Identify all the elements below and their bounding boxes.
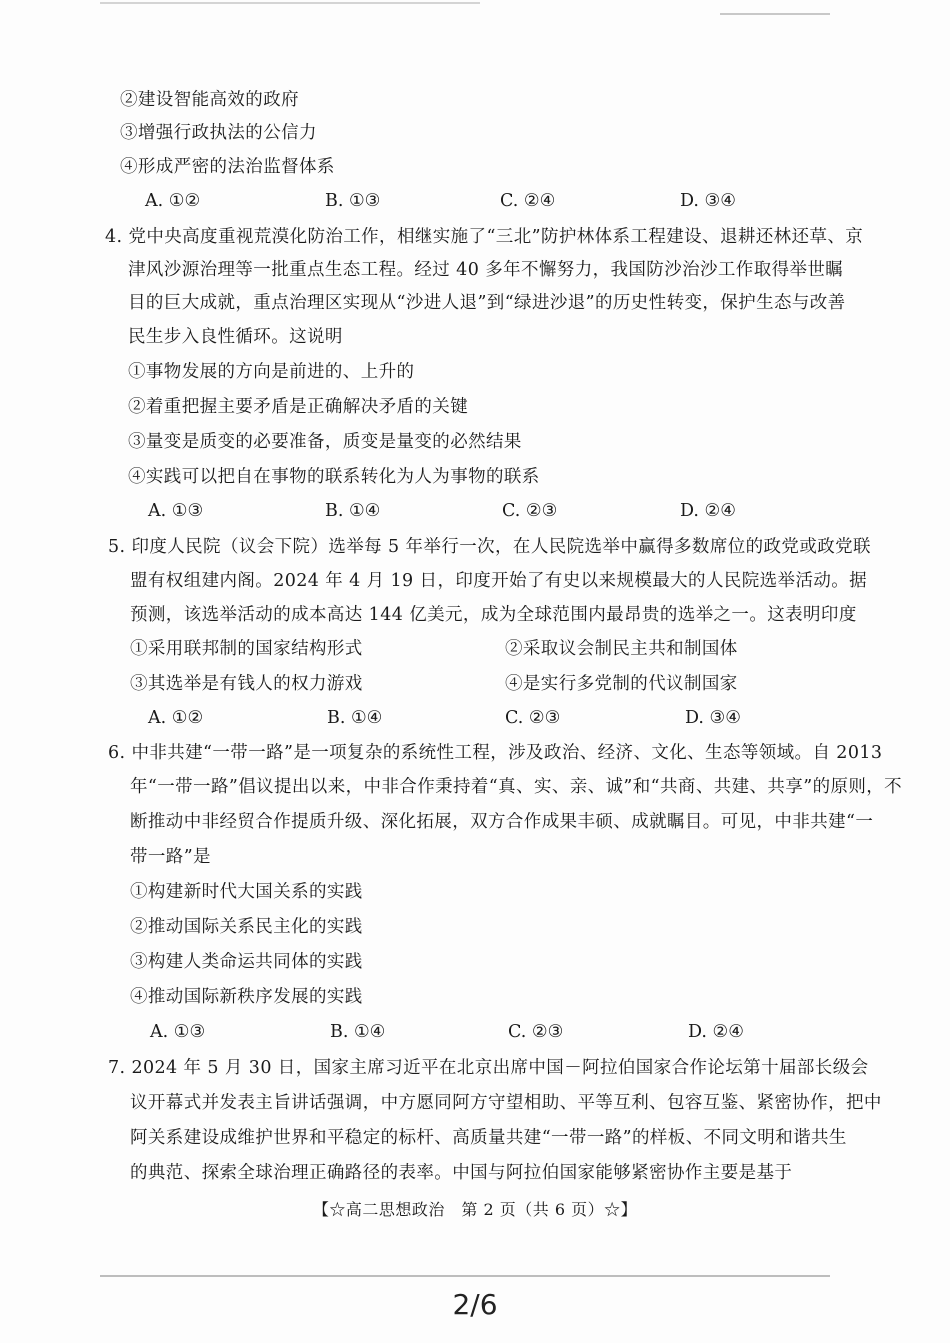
page-footer: 【☆高二思想政治 第 2 页（共 6 页）☆】: [312, 1200, 638, 1219]
question-stem: 盟有权组建内阁。2024 年 4 月 19 日，印度开始了有史以来规模最大的人民院选举活动。据: [130, 571, 868, 591]
answer-option: C. ②③: [502, 501, 558, 521]
question-item: ③构建人类命运共同体的实践: [130, 952, 363, 972]
question-item: ③量变是质变的必要准备，质变是量变的必然结果: [128, 432, 522, 452]
answer-option: A. ①②: [148, 708, 204, 728]
question-item: ①事物发展的方向是前进的、上升的: [128, 362, 415, 382]
answer-option: B. ①③: [325, 191, 381, 211]
question-item: ①采用联邦制的国家结构形式: [130, 639, 363, 659]
question-item: ②采取议会制民主共和制国体: [505, 639, 738, 659]
question-item: ④是实行多党制的代议制国家: [505, 674, 738, 694]
answer-option: C. ②④: [500, 191, 556, 211]
question-item: ③其选举是有钱人的权力游戏: [130, 674, 363, 694]
answer-option: C. ②③: [505, 708, 561, 728]
question-item: ②着重把握主要矛盾是正确解决矛盾的关键: [128, 397, 469, 417]
answer-option: D. ②④: [680, 501, 736, 521]
question-stem: 4. 党中央高度重视荒漠化防治工作，相继实施了“三北”防护林体系工程建设、退耕还林还草、京: [105, 227, 864, 247]
question-item: ②推动国际关系民主化的实践: [130, 917, 363, 937]
answer-option: B. ①④: [327, 708, 383, 728]
question-stem: 6. 中非共建“一带一路”是一项复杂的系统性工程，涉及政治、经济、文化、生态等领域。自 2013: [108, 743, 883, 763]
answer-option: A. ①③: [150, 1022, 206, 1042]
question-item: ②建设智能高效的政府: [120, 90, 299, 110]
answer-option: C. ②③: [508, 1022, 564, 1042]
question-stem: 目的巨大成就，重点治理区实现从“沙进人退”到“绿进沙退”的历史性转变，保护生态与改善: [128, 293, 846, 313]
question-item: ④形成严密的法治监督体系: [120, 157, 335, 177]
question-item: ④实践可以把自在事物的联系转化为人为事物的联系: [128, 467, 540, 487]
question-stem: 年“一带一路”倡议提出以来，中非合作秉持着“真、实、亲、诚”和“共商、共建、共享”的原则，不: [130, 777, 903, 797]
question-stem: 预测，该选举活动的成本高达 144 亿美元，成为全球范围内最昂贵的选举之一。这表明印度: [130, 605, 857, 625]
scan-edge-mark: [720, 13, 830, 15]
question-item: ④推动国际新秩序发展的实践: [130, 987, 363, 1007]
question-stem: 的典范、探索全球治理正确路径的表率。中国与阿拉伯国家能够紧密协作主要是基于: [130, 1163, 793, 1183]
question-item: ③增强行政执法的公信力: [120, 123, 317, 143]
answer-option: A. ①②: [145, 191, 201, 211]
answer-option: A. ①③: [148, 501, 204, 521]
scan-edge-mark: [100, 2, 480, 4]
question-stem: 民生步入良性循环。这说明: [128, 327, 343, 347]
answer-option: B. ①④: [330, 1022, 386, 1042]
question-stem: 断推动中非经贸合作提质升级、深化拓展，双方合作成果丰硕、成就瞩目。可见，中非共建“一: [130, 812, 874, 832]
answer-option: B. ①④: [325, 501, 381, 521]
answer-option: D. ③④: [680, 191, 736, 211]
answer-option: D. ③④: [685, 708, 741, 728]
question-stem: 5. 印度人民院（议会下院）选举每 5 年举行一次，在人民院选举中赢得多数席位的政党或政党联: [108, 537, 871, 557]
page-indicator: 2/6: [452, 1288, 498, 1321]
question-item: ①构建新时代大国关系的实践: [130, 882, 363, 902]
question-stem: 阿关系建设成维护世界和平稳定的标杆、高质量共建“一带一路”的样板、不同文明和谐共生: [130, 1128, 847, 1148]
question-stem: 议开幕式并发表主旨讲话强调，中方愿同阿方守望相助、平等互利、包容互鉴、紧密协作，把中: [130, 1093, 882, 1113]
question-stem: 津风沙源治理等一批重点生态工程。经过 40 多年不懈努力，我国防沙治沙工作取得举世瞩: [128, 260, 844, 280]
scan-edge-mark: [100, 1275, 830, 1277]
question-stem: 带一路”是: [130, 847, 211, 867]
question-stem: 7. 2024 年 5 月 30 日，国家主席习近平在北京出席中国－阿拉伯国家合作论坛第十届部长级会: [108, 1058, 869, 1078]
answer-option: D. ②④: [688, 1022, 744, 1042]
